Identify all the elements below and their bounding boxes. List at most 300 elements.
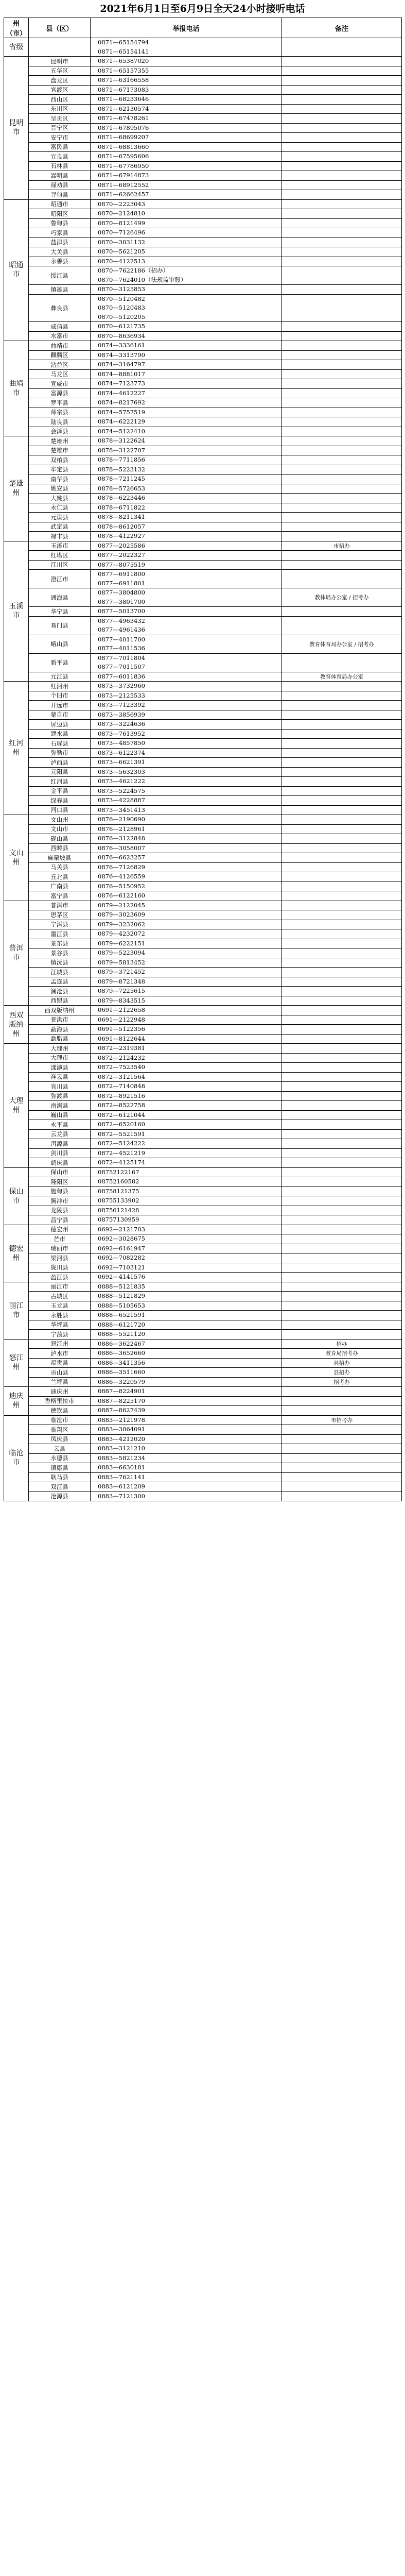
- cell-note: [282, 417, 402, 427]
- phone-number: 0872—6121044: [98, 1111, 145, 1118]
- cell-county: 勐腊县: [29, 1034, 91, 1044]
- cell-county: 宣威市: [29, 379, 91, 389]
- cell-county: 元阳县: [29, 767, 91, 777]
- cell-phone: [91, 853, 282, 863]
- cell-phone: [91, 834, 282, 844]
- phone-number: 0877—6011836: [98, 672, 145, 680]
- table-row: [4, 796, 402, 806]
- cell-note: [282, 901, 402, 910]
- phone-number: 0691—5122356: [98, 1025, 145, 1032]
- cell-county: 宁洱县: [29, 920, 91, 929]
- phone-number: 0888—5521120: [98, 1330, 145, 1337]
- cell-county: 富民县: [29, 142, 91, 152]
- cell-note: [282, 834, 402, 844]
- cell-county: 大姚县: [29, 494, 91, 503]
- phone-number: 0887—8225170: [98, 1397, 145, 1404]
- cell-note: [282, 1453, 402, 1463]
- table-row: [4, 161, 402, 171]
- cell-county: 昆明市: [29, 57, 91, 66]
- table-row: [4, 958, 402, 968]
- phone-number: 0887—8224901: [98, 1387, 145, 1395]
- cell-note: [282, 1425, 402, 1435]
- phone-number: 0870—7624010（法规监审股）: [98, 276, 187, 283]
- cell-county: 西双版纳州: [29, 1006, 91, 1015]
- table-row: [4, 57, 402, 66]
- cell-note: [282, 1158, 402, 1168]
- table-row: [4, 758, 402, 768]
- phone-number: 0878—3122624: [98, 437, 145, 444]
- cell-phone: [91, 85, 282, 95]
- cell-county: 福贡县: [29, 1358, 91, 1368]
- cell-county: [29, 38, 91, 57]
- cell-county: 腾冲市: [29, 1196, 91, 1206]
- cell-phone: [91, 455, 282, 465]
- phone-number: 0872—6520160: [98, 1121, 145, 1128]
- phone-number: 0878—4122927: [98, 532, 145, 539]
- cell-county: 保山市: [29, 1167, 91, 1177]
- phone-number: 0874—8217692: [98, 399, 145, 406]
- phone-number: 0872—8921516: [98, 1092, 145, 1099]
- phone-number: 0883—3064091: [98, 1426, 145, 1433]
- phone-number: 0874—3164797: [98, 361, 145, 368]
- cell-note: [282, 1167, 402, 1177]
- cell-phone: [91, 95, 282, 105]
- phone-number: 0871—67173083: [98, 86, 149, 93]
- cell-phone: [91, 1082, 282, 1092]
- cell-county: 德宏州: [29, 1225, 91, 1234]
- cell-note: [282, 455, 402, 465]
- cell-county: 双江县: [29, 1482, 91, 1492]
- table-row: [4, 1292, 402, 1301]
- table-row: [4, 1196, 402, 1206]
- table-row: [4, 1444, 402, 1454]
- cell-county: 建水县: [29, 729, 91, 739]
- table-row: [4, 266, 402, 285]
- phone-number: 0872—8522758: [98, 1101, 145, 1109]
- cell-note: [282, 805, 402, 815]
- cell-county: 绿春县: [29, 796, 91, 806]
- cell-note: [282, 1330, 402, 1340]
- cell-county: 东川区: [29, 104, 91, 114]
- phone-number: 0886—3220579: [98, 1378, 145, 1385]
- table-row: [4, 218, 402, 228]
- phone-number: 0883—6121209: [98, 1483, 145, 1490]
- cell-phone: [91, 1167, 282, 1177]
- table-row: [4, 672, 402, 682]
- cell-phone: [91, 1148, 282, 1158]
- cell-county: 临沧市: [29, 1415, 91, 1425]
- phone-number: 0879—4232072: [98, 930, 145, 937]
- cell-phone: [91, 739, 282, 749]
- table-row: [4, 843, 402, 853]
- phone-number: 0879—6222151: [98, 939, 145, 947]
- table-row: [4, 360, 402, 370]
- cell-phone: [91, 1330, 282, 1340]
- cell-phone: [91, 1177, 282, 1187]
- phone-number: 0876—6122160: [98, 892, 145, 899]
- cell-note: [282, 551, 402, 561]
- cell-note: [282, 474, 402, 484]
- cell-county: 楚雄州: [29, 436, 91, 446]
- table-row: [4, 522, 402, 532]
- table-row: [4, 588, 402, 607]
- cell-note: [282, 1034, 402, 1044]
- phone-number: 0873—4621222: [98, 777, 145, 785]
- cell-city: 红河州: [4, 682, 29, 815]
- cell-county: 澄江市: [29, 570, 91, 588]
- table-row: [4, 85, 402, 95]
- cell-phone: [91, 910, 282, 920]
- cell-phone: [91, 691, 282, 701]
- cell-county: 西山区: [29, 95, 91, 105]
- cell-county: 曲靖市: [29, 341, 91, 351]
- phone-number: 0878—3122707: [98, 446, 145, 454]
- cell-city: 西双版纳州: [4, 1006, 29, 1044]
- table-row: [4, 465, 402, 474]
- header-city: 州（市）: [4, 18, 29, 38]
- cell-note: [282, 777, 402, 787]
- phone-number: 0874—4612227: [98, 389, 145, 397]
- cell-phone: [91, 1072, 282, 1082]
- cell-county: 弥渡县: [29, 1091, 91, 1101]
- phone-number: 0874—8881017: [98, 370, 145, 378]
- cell-note: [282, 1072, 402, 1082]
- cell-county: 玉溪市: [29, 541, 91, 551]
- cell-county: 镇雄县: [29, 285, 91, 295]
- cell-phone: [91, 503, 282, 513]
- cell-phone: [91, 541, 282, 551]
- phone-number: 0879—3721452: [98, 968, 145, 975]
- table-row: [4, 133, 402, 143]
- table-row: [4, 882, 402, 891]
- cell-phone: [91, 1444, 282, 1454]
- cell-phone: [91, 588, 282, 607]
- cell-county: 盐津县: [29, 238, 91, 247]
- cell-note: 教体局办公室 / 招考办: [282, 588, 402, 607]
- cell-phone: [91, 758, 282, 768]
- cell-note: [282, 76, 402, 86]
- phone-number: 0886—3652660: [98, 1349, 145, 1357]
- phone-number: 0879—8343515: [98, 996, 145, 1004]
- phone-number: 0886—3622467: [98, 1340, 145, 1347]
- table-row: [4, 739, 402, 749]
- cell-note: [282, 1082, 402, 1092]
- phone-number: 0873—4228887: [98, 796, 145, 804]
- cell-note: [282, 929, 402, 939]
- cell-note: [282, 1234, 402, 1244]
- cell-city: 德宏州: [4, 1225, 29, 1282]
- table-row: [4, 1025, 402, 1035]
- phone-number: 0692—7103121: [98, 1263, 145, 1271]
- cell-note: [282, 1006, 402, 1015]
- phone-number: 0870—5621205: [98, 248, 145, 255]
- cell-county: 泸水市: [29, 1349, 91, 1359]
- table-row: [4, 322, 402, 332]
- cell-note: [282, 710, 402, 720]
- cell-county: 弥勒市: [29, 748, 91, 758]
- cell-city: 昆明市: [4, 57, 29, 200]
- page-title: 2021年6月1日至6月9日全天24小时接听电话: [100, 3, 305, 14]
- cell-note: [282, 190, 402, 200]
- phone-number: 0870—4122513: [98, 257, 145, 265]
- cell-note: 招办: [282, 1339, 402, 1349]
- cell-city: 大理州: [4, 1044, 29, 1168]
- phone-number: 08752122167: [98, 1168, 139, 1176]
- cell-county: 禄劝县: [29, 180, 91, 190]
- table-row: [4, 1339, 402, 1349]
- phone-number: 0877—4011536: [98, 645, 145, 652]
- cell-county: 楚雄市: [29, 446, 91, 455]
- cell-note: [282, 682, 402, 691]
- table-row: [4, 607, 402, 617]
- phone-number: 0877—6911800: [98, 570, 145, 578]
- cell-phone: [91, 891, 282, 901]
- cell-phone: [91, 114, 282, 124]
- table-row: [4, 653, 402, 672]
- phone-number: 0870—2124810: [98, 210, 145, 217]
- cell-note: [282, 843, 402, 853]
- cell-city: 昭通市: [4, 199, 29, 341]
- phone-number: 0873—5632303: [98, 768, 145, 775]
- phone-number: 0878—7211245: [98, 475, 145, 482]
- hotline-table: [4, 18, 402, 1501]
- cell-county: 永平县: [29, 1120, 91, 1130]
- cell-note: [282, 379, 402, 389]
- table-row: [4, 1415, 402, 1425]
- table-row: [4, 171, 402, 181]
- cell-county: 屏边县: [29, 720, 91, 730]
- table-row: [4, 388, 402, 398]
- cell-phone: [91, 1101, 282, 1111]
- cell-county: 丽江市: [29, 1282, 91, 1292]
- cell-phone: [91, 570, 282, 588]
- phone-number: 0886—3511660: [98, 1368, 145, 1376]
- table-row: [4, 891, 402, 901]
- phone-number: 0870—8636934: [98, 332, 145, 340]
- cell-phone: [91, 350, 282, 360]
- cell-county: 巍山县: [29, 1110, 91, 1120]
- cell-note: [282, 853, 402, 863]
- cell-note: [282, 1320, 402, 1330]
- phone-number: 0873—4857850: [98, 739, 145, 747]
- table-row: [4, 427, 402, 436]
- cell-county: 通海县: [29, 588, 91, 607]
- cell-county: 个旧市: [29, 691, 91, 701]
- table-row: [4, 190, 402, 200]
- table-row: [4, 1206, 402, 1215]
- phone-number: 0874—5757519: [98, 408, 145, 416]
- phone-number: 0886—3411356: [98, 1359, 145, 1366]
- cell-phone: [91, 1015, 282, 1025]
- phone-number: 0873—3451413: [98, 806, 145, 814]
- cell-note: [282, 1301, 402, 1311]
- cell-note: [282, 228, 402, 238]
- cell-note: [282, 796, 402, 806]
- cell-phone: [91, 710, 282, 720]
- table-row: [4, 616, 402, 635]
- phone-number: 0871—68912552: [98, 181, 149, 189]
- cell-phone: [91, 199, 282, 209]
- phone-number: 0874—5122410: [98, 427, 145, 435]
- table-row: [4, 455, 402, 465]
- cell-county: 华坪县: [29, 1320, 91, 1330]
- cell-county: 鹤庆县: [29, 1158, 91, 1168]
- phone-number: 0888—5121829: [98, 1292, 145, 1299]
- cell-phone: [91, 1120, 282, 1130]
- cell-note: [282, 1406, 402, 1416]
- cell-city: 丽江市: [4, 1282, 29, 1339]
- table-row: [4, 1091, 402, 1101]
- cell-phone: [91, 1377, 282, 1387]
- table-row: [4, 901, 402, 910]
- table-row: [4, 38, 402, 57]
- phone-number: 0872—4521219: [98, 1149, 145, 1157]
- cell-phone: [91, 1196, 282, 1206]
- cell-phone: [91, 1320, 282, 1330]
- cell-phone: [91, 1244, 282, 1253]
- cell-note: 教育局招考办: [282, 1349, 402, 1359]
- phone-number: 08756121428: [98, 1206, 139, 1214]
- table-row: [4, 417, 402, 427]
- cell-note: [282, 758, 402, 768]
- table-row: [4, 1225, 402, 1234]
- cell-phone: [91, 672, 282, 682]
- cell-phone: [91, 266, 282, 285]
- cell-note: [282, 331, 402, 341]
- table-row: [4, 1301, 402, 1311]
- table-row: [4, 238, 402, 247]
- cell-county: 施甸县: [29, 1187, 91, 1196]
- phone-number: 08755133902: [98, 1197, 139, 1204]
- cell-note: [282, 1396, 402, 1406]
- cell-note: [282, 1120, 402, 1130]
- table-row: [4, 199, 402, 209]
- phone-number: 0870—3125853: [98, 285, 145, 293]
- cell-phone: [91, 1463, 282, 1473]
- cell-county: 开远市: [29, 701, 91, 710]
- cell-phone: [91, 616, 282, 635]
- cell-phone: [91, 1234, 282, 1244]
- cell-note: [282, 209, 402, 219]
- cell-note: [282, 996, 402, 1006]
- cell-note: [282, 1196, 402, 1206]
- cell-note: [282, 824, 402, 834]
- phone-number: 0871—68233646: [98, 95, 149, 103]
- cell-county: 盈江县: [29, 1273, 91, 1282]
- cell-county: 麒麟区: [29, 350, 91, 360]
- phone-number: 0883—4212020: [98, 1435, 145, 1443]
- table-row: [4, 1425, 402, 1435]
- cell-phone: [91, 360, 282, 370]
- cell-county: 宜良县: [29, 152, 91, 162]
- cell-phone: [91, 388, 282, 398]
- cell-note: [282, 1444, 402, 1454]
- cell-phone: [91, 920, 282, 929]
- cell-note: 招考办: [282, 1377, 402, 1387]
- phone-number: 0871—67914873: [98, 172, 149, 179]
- phone-number: 0871—68699207: [98, 133, 149, 141]
- table-row: [4, 682, 402, 691]
- phone-number: 0876—2190690: [98, 816, 145, 823]
- phone-number: 0878—6223446: [98, 494, 145, 501]
- cell-note: [282, 910, 402, 920]
- table-row: [4, 805, 402, 815]
- cell-note: 市招考办: [282, 1415, 402, 1425]
- phone-number: 0888—5121835: [98, 1282, 145, 1290]
- phone-number: 0877—5013700: [98, 607, 145, 615]
- cell-note: [282, 522, 402, 532]
- table-row: [4, 494, 402, 503]
- cell-phone: [91, 532, 282, 541]
- cell-county: 勐海县: [29, 1025, 91, 1035]
- cell-county: 元谋县: [29, 513, 91, 522]
- cell-phone: [91, 862, 282, 872]
- cell-phone: [91, 1339, 282, 1349]
- table-row: [4, 1349, 402, 1359]
- phone-number: 0871—65154141: [98, 47, 149, 55]
- cell-city: 怒江州: [4, 1339, 29, 1387]
- cell-note: [282, 1063, 402, 1073]
- header-county: 县（区）: [29, 18, 91, 38]
- cell-county: 西畴县: [29, 843, 91, 853]
- cell-phone: [91, 171, 282, 181]
- table-row: [4, 1244, 402, 1253]
- phone-number: 0877—4011700: [98, 635, 145, 643]
- cell-county: 文山州: [29, 815, 91, 825]
- cell-county: 禄丰县: [29, 532, 91, 541]
- cell-note: [282, 1311, 402, 1320]
- cell-phone: [91, 1311, 282, 1320]
- cell-county: 永仁县: [29, 503, 91, 513]
- table-row: [4, 1072, 402, 1082]
- table-row: [4, 720, 402, 730]
- cell-note: [282, 388, 402, 398]
- table-row: [4, 1320, 402, 1330]
- phone-number: 0872—4125174: [98, 1159, 145, 1166]
- cell-note: [282, 503, 402, 513]
- table-row: [4, 1282, 402, 1292]
- table-row: [4, 853, 402, 863]
- table-row: [4, 398, 402, 408]
- table-row: [4, 247, 402, 257]
- table-row: [4, 1472, 402, 1482]
- table-row: [4, 180, 402, 190]
- cell-phone: [91, 1034, 282, 1044]
- cell-county: 江川区: [29, 560, 91, 570]
- cell-county: 玉龙县: [29, 1301, 91, 1311]
- cell-county: 景谷县: [29, 948, 91, 958]
- table-row: [4, 1463, 402, 1473]
- cell-note: [282, 1263, 402, 1273]
- cell-county: 安宁市: [29, 133, 91, 143]
- cell-county: 新平县: [29, 653, 91, 672]
- cell-note: [282, 560, 402, 570]
- phone-number: 0877—4961436: [98, 626, 145, 633]
- table-row: [4, 1396, 402, 1406]
- cell-phone: [91, 729, 282, 739]
- cell-note: [282, 257, 402, 266]
- phone-number: 0876—3058007: [98, 844, 145, 852]
- cell-city: 普洱市: [4, 901, 29, 1006]
- table-row: [4, 872, 402, 882]
- phone-number: 0879—7225615: [98, 987, 145, 994]
- table-row: [4, 104, 402, 114]
- cell-county: 思茅区: [29, 910, 91, 920]
- phone-number: 0870—8121499: [98, 219, 145, 227]
- table-row: [4, 1044, 402, 1054]
- cell-county: 洱源县: [29, 1139, 91, 1149]
- cell-phone: [91, 152, 282, 162]
